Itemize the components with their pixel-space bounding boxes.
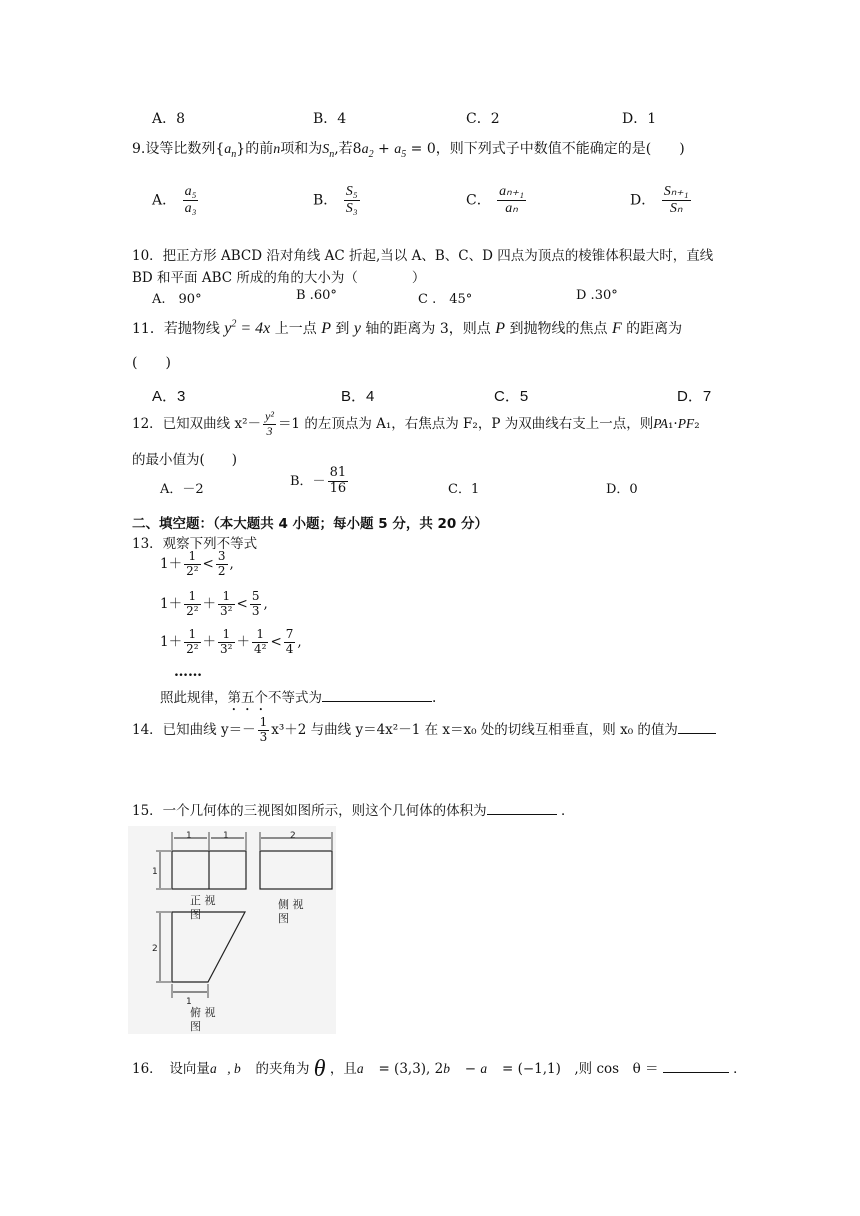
side-label-2: 图	[278, 912, 289, 925]
q14-answer-blank[interactable]	[678, 733, 716, 734]
q12-option-c: C．1	[448, 482, 480, 497]
q13-inequality-3: 1＋ $\frac{1}{\text{2²}}$ ＋ $\frac{1}{\text{3²}}$ ＋ $\frac{1}{\text{4²}}$ < $\frac{7}{4}$ ,	[160, 627, 302, 656]
q11-line2: ( )	[132, 355, 171, 371]
q11-option-c: C．5	[494, 388, 529, 405]
q9-option-b: B． $\frac{\text{S₅}}{\text{S₃}}$	[313, 184, 358, 217]
dim-top-2: 1	[223, 831, 229, 841]
q11-option-b: B．4	[341, 388, 375, 405]
q8-option-b: B．4	[313, 111, 347, 127]
q10-option-c: C . 45°	[418, 292, 473, 307]
q10-option-a: A. 90°	[152, 292, 202, 307]
dim-side-left: 1	[152, 867, 158, 877]
q8-option-c: C．2	[466, 111, 500, 127]
three-view-figure	[128, 826, 336, 1034]
q10-option-d: D .30°	[576, 288, 618, 303]
dim-top-1: 1	[186, 831, 192, 841]
q11-option-a: A．3	[152, 388, 186, 405]
front-label-2: 图	[190, 908, 201, 921]
q8-option-d: D．1	[622, 111, 657, 127]
side-label-1: 侧 视	[278, 898, 304, 911]
front-label-1: 正 视	[190, 894, 216, 907]
q13-last-line: 照此规律，第五个不等式为 .	[160, 690, 437, 706]
q15-answer-blank[interactable]	[487, 814, 557, 815]
q9-option-a: A． $\frac{\text{a₅}}{\text{a₃}}$	[152, 184, 197, 217]
q13-ellipsis: ……	[174, 664, 202, 680]
q12-line1: 12．已知双曲线 x²－ $\frac{\text{y²}}{3}$ ＝1 的左顶点为 A₁，右焦点为 F₂，P 为双曲线右支上一点，则PA₁·PF₂	[132, 409, 700, 438]
q13-intro: 13．观察下列不等式	[132, 536, 258, 552]
q8-option-a: A．8	[152, 111, 186, 127]
top-label-1: 俯 视	[190, 1006, 216, 1019]
dim-left-bottom: 2	[152, 944, 158, 954]
q11-line1: 11．若抛物线 $y^2 = 4x$ 上一点 P 到 y 轴的距离为 3，则点 P 到抛物线的焦点 F 的距离为	[132, 318, 683, 337]
section-heading: 二、填空题：（本大题共 4 小题；每小题 5 分，共 20 分）	[132, 516, 489, 532]
q12-option-d: D．0	[606, 482, 638, 497]
theta-symbol: θ	[313, 1056, 326, 1082]
q9-option-c: C． $\frac{\text{aₙ₊₁}}{\text{aₙ}}$	[466, 184, 525, 217]
top-label-2: 图	[190, 1020, 201, 1033]
q16-answer-blank[interactable]	[663, 1072, 729, 1073]
q9-option-d: D． $\frac{\text{Sₙ₊₁}}{\text{Sₙ}}$	[630, 184, 689, 217]
q12-option-a: A．－2	[160, 482, 204, 497]
dim-bottom: 1	[186, 997, 192, 1007]
q13-inequality-1: 1＋ $\frac{1}{\text{2²}}$ < $\frac{3}{2}$ ,	[160, 549, 234, 578]
q9-stem: 9.设等比数列$\{a_n\}$的前n项和为$S_n$,若$8a_2 + a_5 = 0$，则下列式子中数值不能确定的是( )	[132, 141, 685, 160]
q15-stem: 15．一个几何体的三视图如图所示，则这个几何体的体积为 ．	[132, 803, 575, 819]
dim-side: 2	[290, 831, 296, 841]
q13-answer-blank[interactable]	[322, 701, 432, 702]
q11-option-d: D．7	[677, 388, 712, 405]
q16-stem: 16． 设向量a⃗, b⃗ 的夹角为 θ ，且a⃗ = (3,3), 2b⃗ − a⃗ = (−1,1) ,则 cos θ ＝ ．	[132, 1056, 747, 1082]
q10-line1: 10．把正方形 ABCD 沿对角线 AC 折起,当以 A、B、C、D 四点为顶点的棱锥体积最大时，直线	[132, 248, 714, 264]
q12-option-b: B．－ $\frac{81}{16}$	[290, 465, 347, 496]
q10-option-b: B .60°	[296, 288, 337, 303]
q14-stem: 14．已知曲线 y＝－ $\frac{1}{3}$ x³＋2 与曲线 y＝4x²－1 在 x＝x₀ 处的切线互相垂直，则 x₀ 的值为	[132, 716, 716, 745]
q10-line2: BD 和平面 ABC 所成的角的大小为（ ）	[132, 270, 426, 286]
q12-line2: 的最小值为( )	[132, 452, 238, 468]
q13-inequality-2: 1＋ $\frac{1}{\text{2²}}$ ＋ $\frac{1}{\text{3²}}$ < $\frac{5}{3}$ ,	[160, 589, 268, 618]
